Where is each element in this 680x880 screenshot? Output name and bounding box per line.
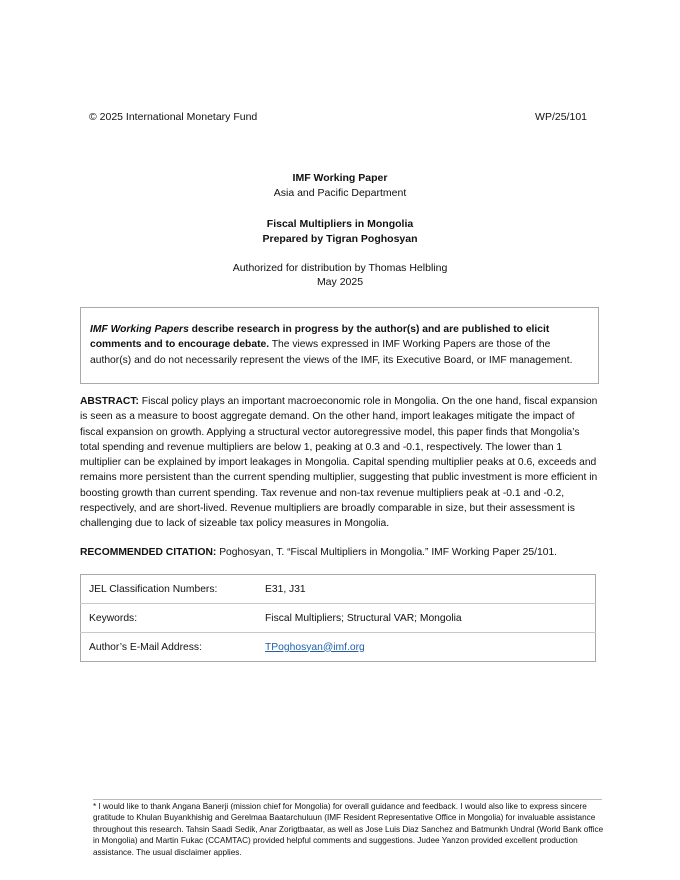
copyright-notice: © 2025 International Monetary Fund [89, 111, 258, 123]
disclaimer-box [80, 307, 599, 384]
series-title: IMF Working Paper [292, 172, 388, 184]
prepared-by: Prepared by Tigran Poghosyan [262, 233, 418, 245]
department: Asia and Pacific Department [273, 187, 407, 199]
paper-title: Fiscal Multipliers in Mongolia [266, 218, 414, 230]
footnote: * I would like to thank Angana Banerji (mission chief for Mongolia) for overall guidance and feedback. I would also like to express sincere gratitude to Khulan Buyankhishig and Gerelmaa Baatarchuluun (IMF Resident Representative Office in Mongolia) for invaluable assistance throughout this research. Tahsin Saadi Sedik, Anar Zorigtbaatar, as well as Jose Luis Diaz Sanchez and Batmunkh Undral (World Bank office in Mongolia) and Martin Fukac (CCAMTAC) provided helpful comments and suggestions. Judee Yanzon provided excellent production assistance. The usual disclaimer applies. [93, 802, 604, 857]
jel-value: E31, J31 [265, 583, 306, 595]
authorized-by: Authorized for distribution by Thomas Helbling [232, 262, 448, 274]
disclaimer-series: IMF Working Papers [90, 324, 189, 335]
table-row [81, 633, 596, 662]
table-row [81, 604, 596, 633]
email-label: Author’s E-Mail Address: [81, 633, 258, 662]
keywords-label: Keywords: [81, 604, 258, 633]
keywords-value: Fiscal Multipliers; Structural VAR; Mongolia [257, 604, 596, 633]
disclaimer-text: The views expressed in IMF Working Papers are those of the author(s) and do not necessarily represent the views of the IMF, its Executive Board, or IMF management. [90, 339, 573, 366]
jel-label: JEL Classification Numbers: [89, 583, 218, 595]
abstract [80, 394, 600, 532]
footnote-divider [93, 799, 602, 800]
citation-label: RECOMMENDED CITATION: [80, 547, 217, 558]
paper-number: WP/25/101 [535, 111, 587, 123]
abstract-label: ABSTRACT: [80, 396, 139, 407]
disclaimer-bold: describe research in progress by the author(s) and are published to elicit comments and to encourage debate. [90, 324, 550, 351]
publication-date: May 2025 [316, 276, 364, 288]
email-link[interactable]: TPoghosyan@imf.org [265, 641, 365, 653]
abstract-text: Fiscal policy plays an important macroeconomic role in Mongolia. On the one hand, fiscal expansion is seen as a measure to boost aggregate demand. On the other hand, import leakages mitigate the impact of fiscal expansion on growth. Applying a structural vector autoregressive model, this paper finds that Mongolia’s total spending and revenue multipliers are below 1, peaking at 0.3 and -0.1, respectively. The lower than 1 multiplier can be explained by import leakages in Mongolia. Capital spending multiplier peaks at 0.6, exceeds and remains more persistent than the current spending multiplier, suggesting that public investment is more efficient in boosting growth than current spending. Tax revenue and non-tax revenue multipliers peak at -0.1 and -0.2, respectively, and are short-lived. Revenue multipliers are broadly comparable in size, but their assessment is challenging due to lack of sizeable tax policy measures in Mongolia. [80, 396, 598, 530]
citation-text: Poghosyan, T. “Fiscal Multipliers in Mongolia.” IMF Working Paper 25/101. [216, 547, 558, 558]
info-table [80, 574, 596, 662]
recommended-citation [80, 545, 600, 560]
table-row [81, 575, 596, 604]
